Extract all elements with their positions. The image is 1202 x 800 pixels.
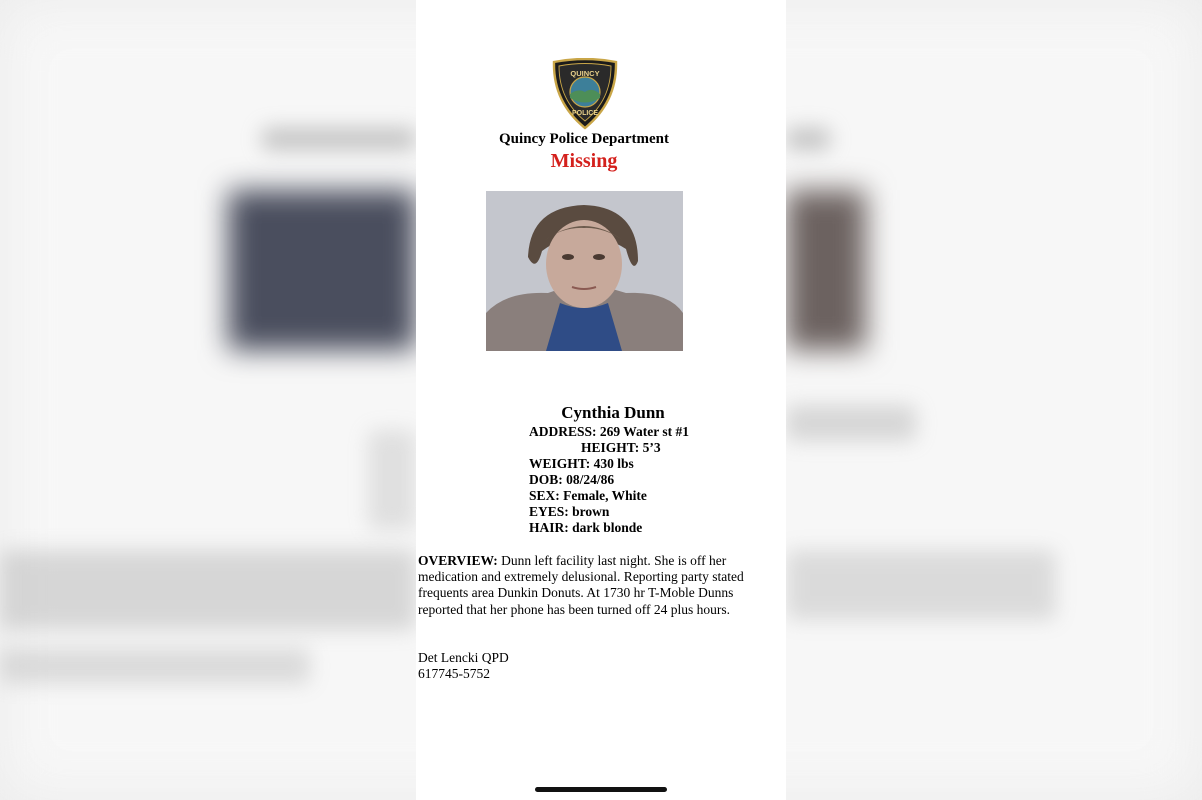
- person-photo: [486, 191, 683, 351]
- police-badge-logo: [550, 58, 620, 130]
- badge-text-top: QUINCY: [570, 69, 600, 78]
- badge-text-bottom: POLICE: [571, 110, 599, 117]
- dob-field: DOB: 08/24/86: [529, 472, 615, 487]
- height-field: HEIGHT: 5’3: [581, 440, 661, 455]
- overview-text: Dunn left facility last night. She is off her medication and extremely delusional. Reporting party stated frequents area Dunkin Donuts. At 1730 hr T-Moble Dunns reported that her phone has been turned off 24 plus hours.: [418, 553, 744, 617]
- person-name: Cynthia Dunn: [561, 403, 665, 422]
- overview-paragraph: [418, 553, 754, 618]
- address-field: ADDRESS: 269 Water st #1: [529, 424, 690, 439]
- department-name: Quincy Police Department: [499, 131, 669, 147]
- home-indicator[interactable]: [535, 787, 667, 792]
- contact-phone[interactable]: 617745-5752: [418, 666, 490, 681]
- overview-label: OVERVIEW:: [418, 553, 498, 568]
- weight-field: WEIGHT: 430 lbs: [529, 456, 634, 471]
- eyes-field: EYES: brown: [529, 504, 610, 519]
- hair-field: HAIR: dark blonde: [529, 520, 643, 535]
- sex-field: SEX: Female, White: [529, 488, 647, 503]
- contact-officer: Det Lencki QPD: [418, 650, 509, 665]
- missing-heading: Missing: [550, 150, 618, 172]
